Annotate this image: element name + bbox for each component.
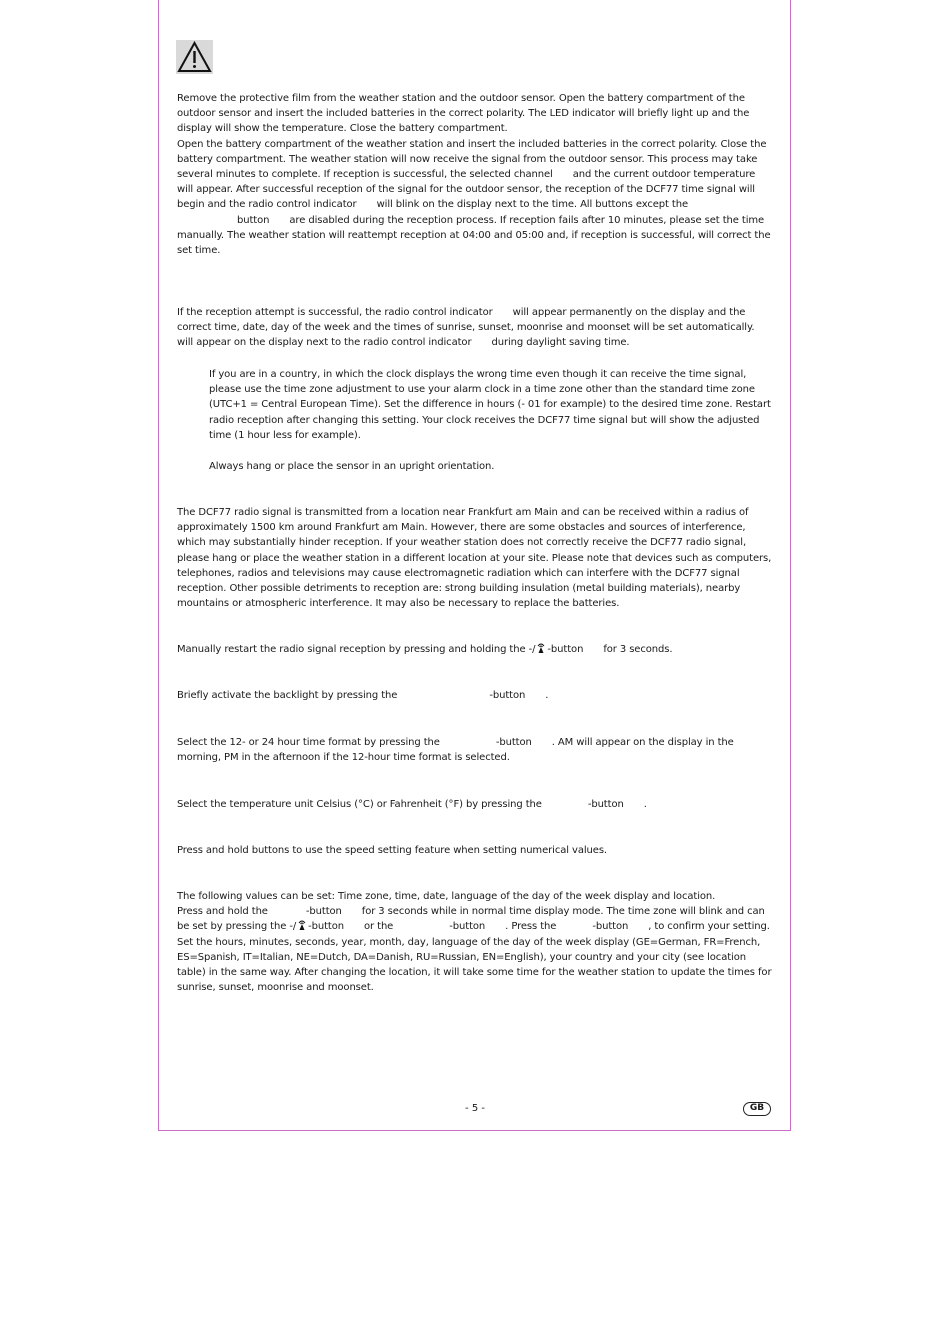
backlight-text: Briefly activate the backlight by pressing the -button .: [177, 690, 549, 701]
settable-values-text: The following values can be set: Time zone, time, date, language of the day of the week display and location.: [177, 891, 716, 902]
time-format-section: [177, 735, 773, 765]
sensor-note: [177, 459, 773, 474]
speed-setting-section: [177, 843, 773, 858]
manual-reception-section: [177, 642, 773, 657]
warning-icon: [176, 40, 213, 74]
timezone-note: [177, 367, 773, 443]
dcf77-text: The DCF77 radio signal is transmitted from a location near Frankfurt am Main and can be received within a radius of approximately 1500 km around Frankfurt am Main. However, there are some obstacles and sources of interference, which may substantially hinder reception. If your weather station does not correctly receive the DCF77 radio signal, please hang or place the weather station in a different location at your site. Please note that devices such as computers, telephones, radios and televisions may cause electromagnetic radiation which can interfere with the DCF77 signal reception. Other possible detriments to reception are: strong building insulation (metal building materials), nearby mountains or atmospheric interference. It may also be necessary to replace the batteries.: [177, 507, 772, 610]
radio-tower-icon: [296, 919, 308, 930]
reception-success-section: [177, 305, 773, 351]
temperature-unit-section: [177, 797, 773, 812]
backlight-section: [177, 688, 773, 703]
timezone-note-text: If you are in a country, in which the clock displays the wrong time even though it can receive the time signal, please use the time zone adjustment to use your alarm clock in a time zone other than the standard time zone (UTC+1 = Central European Time). Set the difference in hours (- 01 for example) to the desired time zone. Restart radio reception after changing this setting. Your clock receives the DCF77 time signal but will show the adjusted time (1 hour less for example).: [209, 369, 771, 441]
dcf77-section: [177, 505, 773, 611]
speed-setting-text: Press and hold buttons to use the speed setting feature when setting numerical values.: [177, 845, 608, 856]
reception-success-text: If the reception attempt is successful, the radio control indicator will appear permanently on the display and the correct time, date, day of the week and the times of sunrise, sunset, moonrise and moonset will be set automatically. will appear on the display next to the radio control indicator during daylight saving time.: [177, 307, 755, 349]
manual-reception-text: Manually restart the radio signal reception by pressing and holding the -/ -button for 3 seconds.: [177, 644, 673, 655]
temperature-unit-text: Select the temperature unit Celsius (°C) or Fahrenheit (°F) by pressing the -button .: [177, 799, 647, 810]
language-badge: GB: [743, 1102, 771, 1116]
manual-setting-section: [177, 889, 773, 995]
manual-setting-text: Press and hold the -button for 3 seconds while in normal time display mode. The time zone will blink and can be set by pressing the -/ -button or the -button . Press the -button , to confirm your setting. Set the hours, minutes, seconds, year, month, day, language of the day of the week display (GE=German, FR=French, ES=Spanish, IT=Italian, NE=Dutch, DA=Danish, RU=Russian, EN=English), your country and your city (see location table) in the same way. After changing the location, it will take some time for the weather station to update the times for sunrise, sunset, moonrise and moonset.: [177, 906, 772, 994]
radio-tower-icon: [535, 642, 547, 653]
page-number: - 5 -: [465, 1103, 485, 1114]
setup-station-text: Open the battery compartment of the weather station and insert the included batteries in the correct polarity. Close the battery compartment. The weather station will now receive the signal from the outdoor sensor. This process may take several minutes to complete. If reception is successful, the selected channel and the current outdoor temperature will appear. After successful reception of the signal for the outdoor sensor, the reception of the DCF77 time signal will begin and the radio control indicator will blink on the display next to the time. All buttons except the button are disabled during the reception process. If reception fails after 10 minutes, please set the time manually. The weather station will reattempt reception at 04:00 and 05:00 and, if reception is successful, will correct the set time.: [177, 138, 771, 257]
time-format-text: Select the 12- or 24 hour time format by pressing the -button . AM will appear on the display in the morning, PM in the afternoon if the 12-hour time format is selected.: [177, 737, 734, 764]
sensor-note-text: Always hang or place the sensor in an upright orientation.: [209, 461, 495, 472]
setup-section: [177, 91, 773, 258]
setup-sensor-text: Remove the protective film from the weather station and the outdoor sensor. Open the battery compartment of the outdoor sensor and insert the included batteries in the correct polarity. The LED indicator will briefly light up and the display will show the temperature. Close the battery compartment.: [177, 93, 750, 135]
